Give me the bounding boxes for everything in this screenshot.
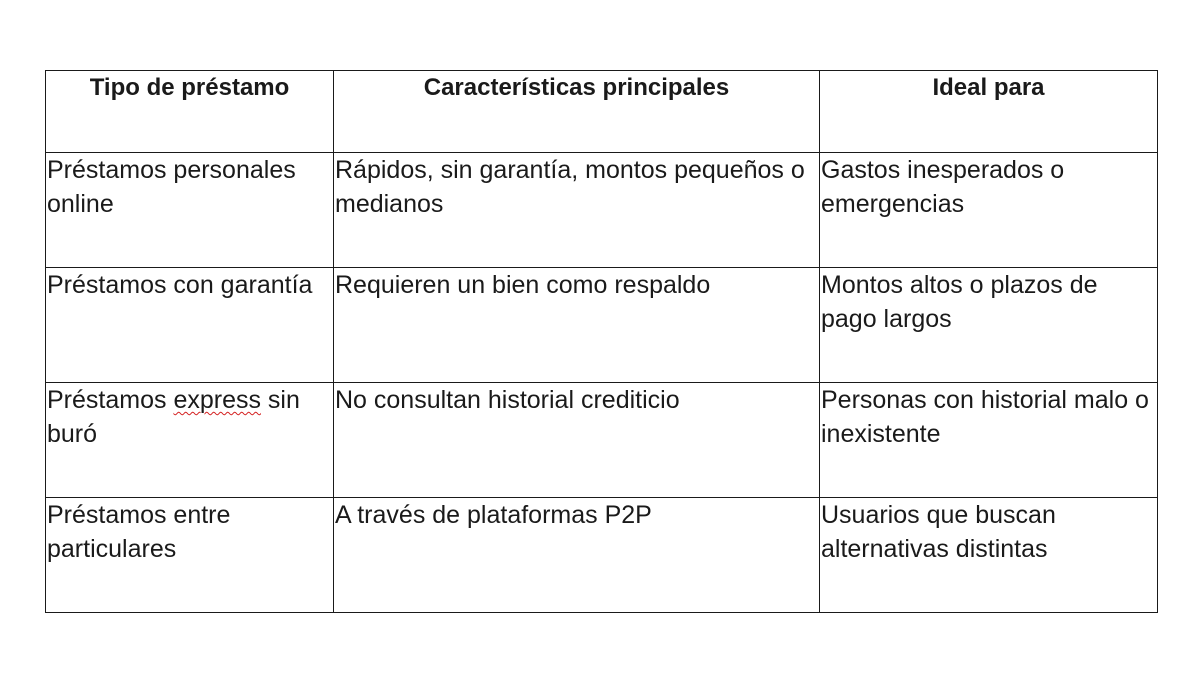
header-ideal: Ideal para <box>820 71 1158 153</box>
cell-caracteristicas[interactable]: No consultan historial crediticio <box>334 383 820 498</box>
cell-ideal[interactable]: Personas con historial malo o inexistente <box>820 383 1158 498</box>
cell-text: Préstamos <box>47 386 174 414</box>
table-row <box>46 268 1158 383</box>
header-caracteristicas: Características principales <box>334 71 820 153</box>
header-tipo: Tipo de préstamo <box>46 71 334 153</box>
cell-ideal[interactable]: Usuarios que buscan alternativas distintas <box>820 498 1158 613</box>
cell-ideal[interactable]: Montos altos o plazos de pago largos <box>820 268 1158 383</box>
cell-tipo[interactable]: Préstamos entre particulares <box>46 498 334 613</box>
cell-tipo[interactable]: Préstamos personales online <box>46 153 334 268</box>
cell-tipo[interactable]: Préstamos con garantía <box>46 268 334 383</box>
table-row <box>46 383 1158 498</box>
table-header-row <box>46 71 1158 153</box>
spellcheck-flagged-word[interactable]: express <box>173 386 261 414</box>
table-row <box>46 153 1158 268</box>
cell-ideal[interactable]: Gastos inesperados o emergencias <box>820 153 1158 268</box>
cell-caracteristicas[interactable]: Requieren un bien como respaldo <box>334 268 820 383</box>
loan-types-table <box>45 70 1158 613</box>
cell-tipo[interactable] <box>46 383 334 498</box>
cell-text: sin buró <box>47 386 300 448</box>
cell-caracteristicas[interactable]: Rápidos, sin garantía, montos pequeños o medianos <box>334 153 820 268</box>
table-row <box>46 498 1158 613</box>
cell-caracteristicas[interactable]: A través de plataformas P2P <box>334 498 820 613</box>
